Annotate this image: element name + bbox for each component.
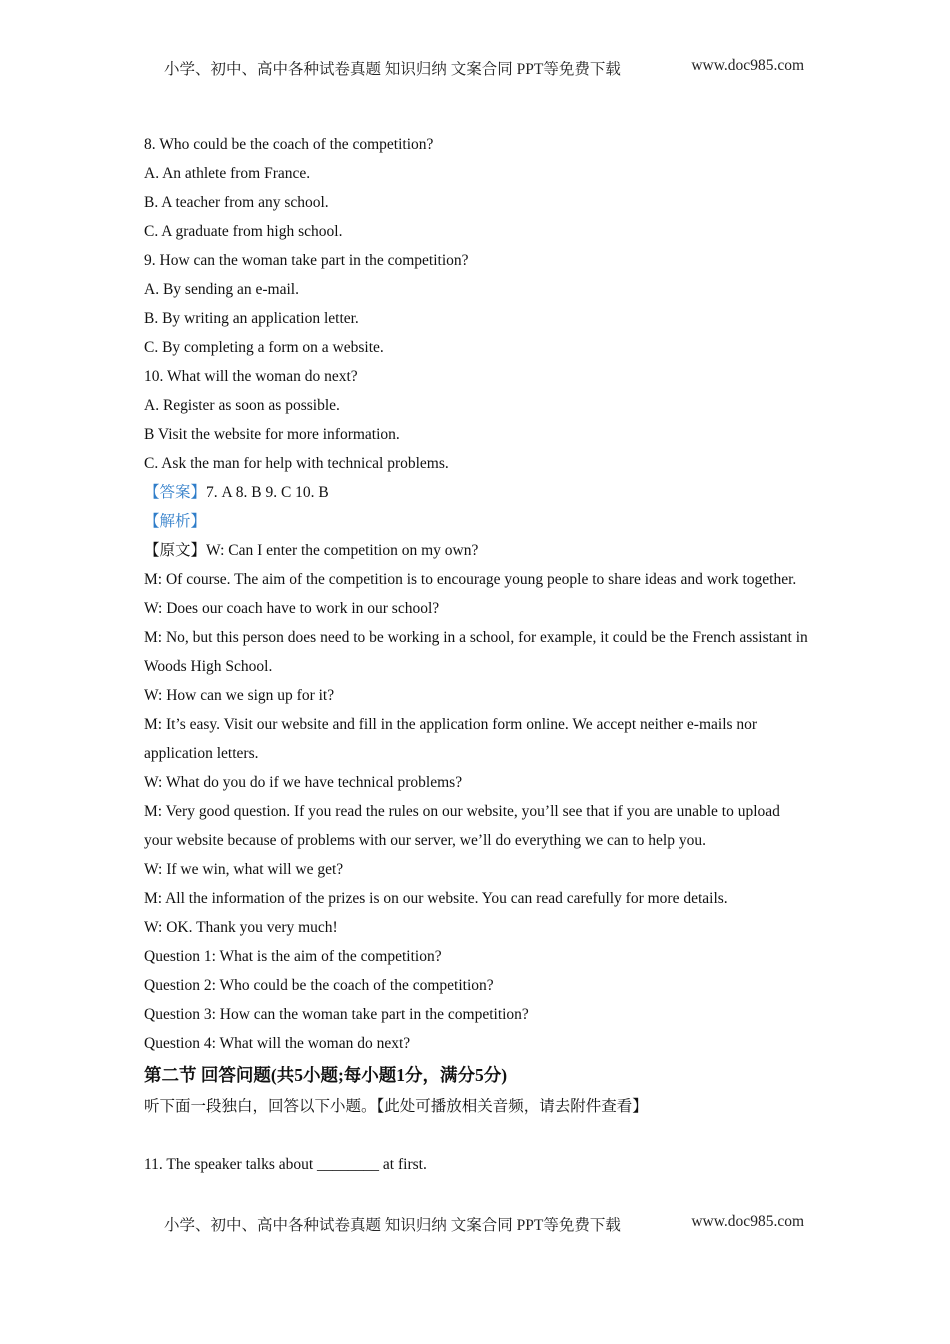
footer-website[interactable]: www.doc985.com — [691, 1213, 804, 1230]
transcript-tag: 【原文】 — [144, 542, 207, 559]
spacer — [144, 1121, 808, 1150]
answer-tag: 【答案】 — [144, 484, 207, 501]
q10-option-c: C. Ask the man for help with technical problems. — [144, 455, 449, 472]
q10-option-a: A. Register as soon as possible. — [144, 397, 340, 414]
transcript-line: M: It’s easy. Visit our website and fill in the application form online. We accept neither e-mails nor application letters. — [144, 716, 758, 762]
transcript-question: Question 1: What is the aim of the competition? — [144, 948, 442, 965]
transcript-line — [144, 536, 808, 565]
section-2-instruction: 听下面一段独白，回答以下小题。【此处可播放相关音频，请去附件查看】 — [144, 1098, 648, 1115]
transcript-line: W: OK. Thank you very much! — [144, 919, 338, 936]
transcript-question: Question 3: How can the woman take part in the competition? — [144, 1006, 529, 1023]
transcript-line: M: All the information of the prizes is on our website. You can read carefully for more details. — [144, 890, 728, 907]
question-9: 9. How can the woman take part in the competition? — [144, 252, 469, 269]
analysis-tag: 【解析】 — [144, 513, 207, 530]
transcript-line: M: Of course. The aim of the competition is to encourage young people to share ideas and work together. — [144, 571, 797, 588]
transcript-line: W: If we win, what will we get? — [144, 861, 344, 878]
transcript-line: W: What do you do if we have technical problems? — [144, 774, 463, 791]
q8-option-c: C. A graduate from high school. — [144, 223, 343, 240]
section-2-title: 第二节 回答问题(共5小题;每小题1分，满分5分) — [144, 1065, 508, 1085]
transcript-line: M: Very good question. If you read the rules on our website, you’ll see that if you are unable to upload your website because of problems with our server, we’ll do everything we can to help you. — [144, 803, 780, 849]
q9-option-c: C. By completing a form on a website. — [144, 339, 384, 356]
footer-left-text: 小学、初中、高中各种试卷真题 知识归纳 文案合同 PPT等免费下载 — [164, 1217, 621, 1234]
question-8: 8. Who could be the coach of the competition? — [144, 136, 434, 153]
header-left-text: 小学、初中、高中各种试卷真题 知识归纳 文案合同 PPT等免费下载 — [164, 61, 621, 78]
transcript-line: W: Does our coach have to work in our school? — [144, 600, 440, 617]
transcript-line: W: How can we sign up for it? — [144, 687, 335, 704]
q8-option-a: A. An athlete from France. — [144, 165, 311, 182]
transcript-line: M: No, but this person does need to be working in a school, for example, it could be the French assistant in Woods High School. — [144, 629, 808, 675]
q9-option-b: B. By writing an application letter. — [144, 310, 359, 327]
answer-text: 7. A 8. B 9. C 10. B — [206, 484, 329, 501]
q9-option-a: A. By sending an e-mail. — [144, 281, 299, 298]
document-body — [144, 130, 808, 1179]
transcript-question: Question 2: Who could be the coach of the competition? — [144, 977, 494, 994]
page-footer — [164, 1213, 804, 1235]
header-website[interactable]: www.doc985.com — [691, 57, 804, 74]
transcript-question: Question 4: What will the woman do next? — [144, 1035, 411, 1052]
answer-line — [144, 478, 808, 507]
analysis-line — [144, 507, 808, 536]
question-10: 10. What will the woman do next? — [144, 368, 358, 385]
question-11: 11. The speaker talks about ________ at first. — [144, 1156, 427, 1173]
q8-option-b: B. A teacher from any school. — [144, 194, 329, 211]
page-header — [164, 57, 804, 79]
transcript-line-text: W: Can I enter the competition on my own? — [206, 542, 479, 559]
q10-option-b: B Visit the website for more information. — [144, 426, 400, 443]
